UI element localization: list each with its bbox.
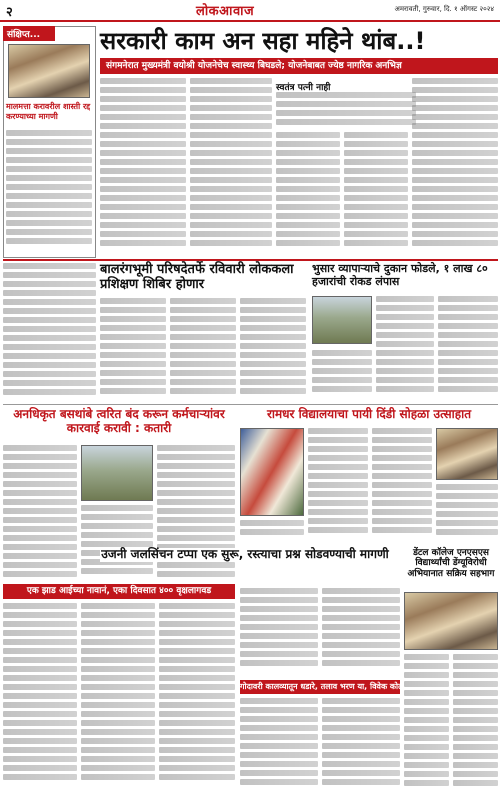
story-bhusar-headline: भुसार व्यापाऱ्याचे दुकान फोडले, १ लाख ८० हजारांची रोकड लंपास <box>312 262 488 288</box>
story-tree-body-col1 <box>3 603 77 791</box>
story-dental-body-col2 <box>453 654 498 791</box>
lead-headline: सरकारी काम अन सहा महिने थांब..! <box>100 27 426 55</box>
section-divider-2 <box>3 404 498 405</box>
masthead-logo: लोकआवाज <box>196 4 255 19</box>
story-dental-headline: डेंटल कॉलेज एनएसएस विद्यार्थ्यांची डेंग्यूविरोधी अभियानात सक्रिय सहभाग <box>407 548 495 579</box>
story-tree-headline: एक झाड आईच्या नावानं, एका दिवसात ४०० वृक्षलागवड <box>3 584 235 599</box>
lead-body-col5 <box>412 78 498 256</box>
story-bhusar-body-col1 <box>376 296 434 402</box>
story-dental-body-col1 <box>404 654 449 791</box>
lead-sidebar-head: स्वतंत्र पत्नी नाही <box>276 83 331 93</box>
page-header <box>0 0 500 22</box>
brief-tag: संक्षिप्त... <box>3 26 55 41</box>
story-godavari-headline: गोदावरी कालव्यातून धडारे, तलाव भरण या, विवेक कोल्हेंची मागणी <box>240 680 400 694</box>
story-busstop-photo <box>81 445 153 501</box>
section-divider <box>3 259 498 261</box>
story-tree-body-col2 <box>81 603 155 791</box>
story-ujani-headline: उजनी जलसिंचन टप्पा एक सुरू, रस्त्याचा प्रश्न सोडवण्याची मागणी <box>101 547 389 561</box>
story-balrangbhumi-body-col3 <box>240 298 306 402</box>
story-ramdhar-photo <box>240 428 304 516</box>
brief-body <box>6 130 92 254</box>
story-godavari-body-col2 <box>322 698 400 791</box>
story-ujani-body-col1 <box>240 588 318 676</box>
brief-headline: मालमत्ता करावरील शास्ती रद्द करण्याच्या मागणी <box>6 102 91 121</box>
story-busstop-body-col1 <box>3 445 77 581</box>
page-number: २ <box>6 5 13 20</box>
story-dental-photo <box>404 592 498 650</box>
lead-body-col4 <box>344 132 408 256</box>
lead-subheadline: संगमनेरात मुख्यमंत्री वयोश्री योजनेचेच स्वास्थ्य बिघडले; योजनेबाबत ज्येष्ठ नागरिक अनभिज्ञ <box>100 58 498 74</box>
lead-body-col1 <box>100 78 186 256</box>
story-bhusar-body-col0 <box>312 350 372 402</box>
story-busstop-body-col2 <box>81 505 153 581</box>
story-bhusar-body-col2 <box>438 296 498 402</box>
story-ramdhar-body-col1 <box>308 428 368 544</box>
lead-body-col2 <box>190 78 272 256</box>
story-ujani-body-col2 <box>322 588 400 676</box>
story-godavari-body-col1 <box>240 698 318 791</box>
story-balrangbhumi-body-col1 <box>100 298 166 402</box>
story-ramdhar-headline: रामधर विद्यालयाचा पायी दिंडी सोहळा उत्साहात <box>266 407 472 421</box>
lead-sidebar-body <box>276 92 416 128</box>
story-balrangbhumi-body-col2 <box>170 298 236 402</box>
story-ramdhar-caption <box>240 520 304 544</box>
lead-body-col3 <box>276 132 340 256</box>
brief-photo <box>8 44 90 98</box>
story-ramdhar-body-col2 <box>372 428 432 544</box>
story-balrangbhumi-headline: बालरंगभूमी परिषदेतर्फे रविवारी लोककला प्रशिक्षण शिबिर होणार <box>100 262 294 292</box>
story-ramdhar-body-col3 <box>436 484 498 544</box>
story-ramdhar-photo-2 <box>436 428 498 480</box>
story-busstop-headline: अनधिकृत बसथांबे त्वरित बंद करून कर्मचाऱ्यांवर कारवाई करावी : कतारी <box>13 407 225 435</box>
story-tree-body-col3 <box>159 603 235 791</box>
story-bhusar-photo <box>312 296 372 344</box>
story-left-continuation <box>3 263 96 402</box>
dateline: अमरावती, गुरुवार, दि. १ ऑगस्ट २०२४ <box>394 5 494 13</box>
